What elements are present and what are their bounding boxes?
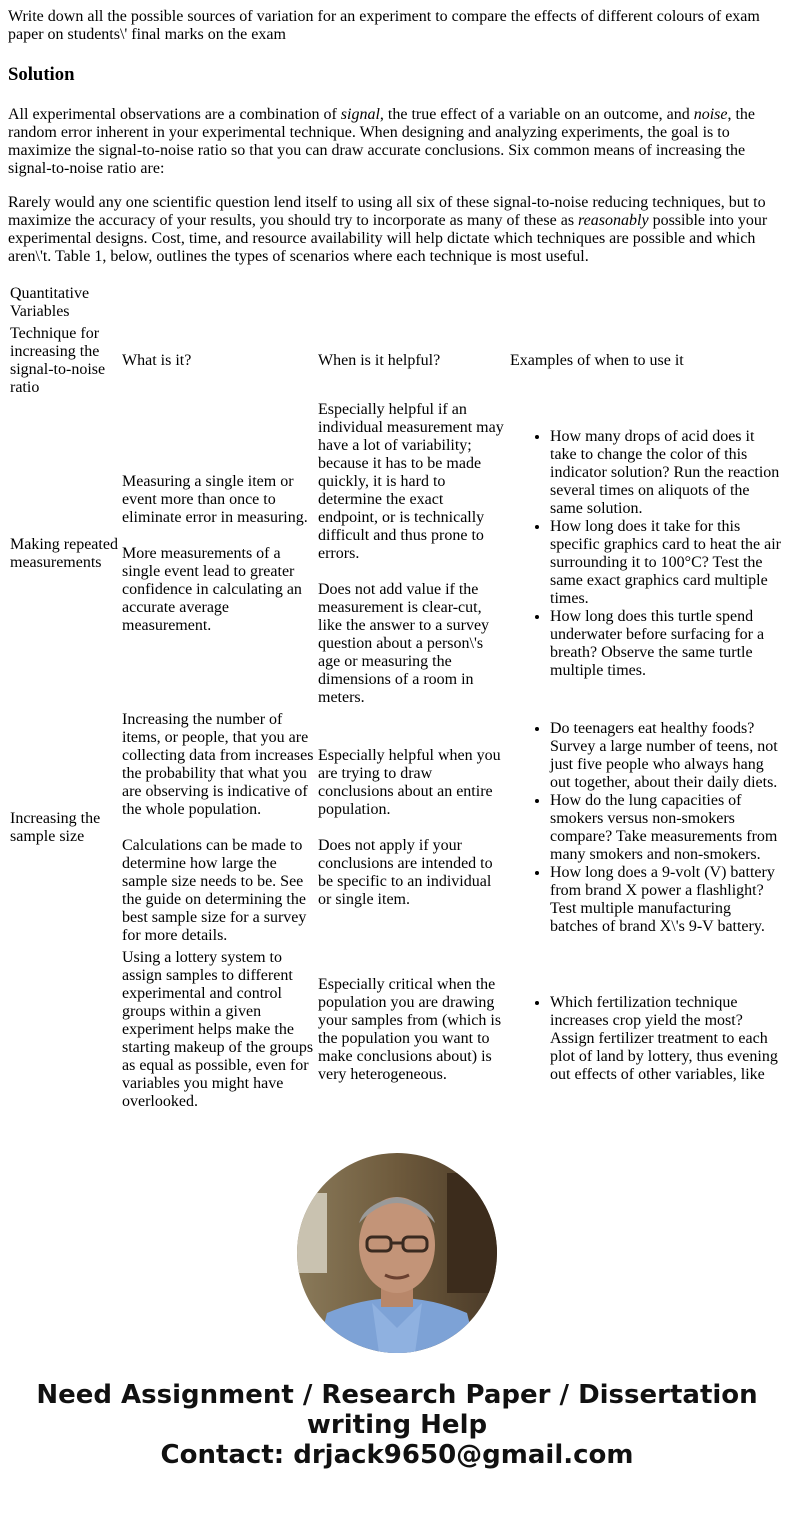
banner-line-1: Need Assignment / Research Paper / Dissertation <box>36 1380 758 1410</box>
avatar <box>297 1153 497 1353</box>
row-when: Especially critical when the population you are drawing your samples from (which is the population you want to make conclusions about) is very heterogeneous. <box>318 976 502 1083</box>
row-technique <box>9 948 119 1130</box>
intro-paragraph: All experimental observations are a combination of signal, the true effect of a variable on an outcome, and noise, the random error inherent in your experimental technique. When designing and analyzing experiments, the goal is to maximize the signal-to-noise ratio so that you can draw accurate conclusions. Six common means of increasing the signal-to-noise ratio are: <box>8 106 756 177</box>
table-row <box>9 948 783 1130</box>
header-when: When is it helpful? <box>318 352 441 369</box>
solution-heading: Solution <box>8 64 75 85</box>
table-viewport <box>8 282 786 1133</box>
row-what: Measuring a single item or event more than once to eliminate error in measuring. More measurements of a single event lead to greater confidence in calculating an accurate average measurement. <box>122 473 308 634</box>
row-when: Especially helpful if an individual measurement may have a lot of variability; because it has to be made quickly, it is hard to determine the exact endpoint, or is technically difficult and thus prone to errors. Does not add value if the measurement is clear-cut, like the answer to a survey question about a person\'s age or measuring the dimensions of a room in meters. <box>318 401 504 706</box>
techniques-paragraph: Rarely would any one scientific question lend itself to using all six of these signal-to-noise reducing techniques, but to maximize the accuracy of your results, you should try to incorporate as many of these as reasonably possible into your experimental designs. Cost, time, and resource availability will help dictate which techniques are possible and which aren\'t. Table 1, below, outlines the types of scenarios where each technique is most useful. <box>8 194 768 265</box>
example-item: • Which fertilization technique increases crop yield the most? Assign fertilizer treatment to each plot of land by lottery, thus evening out effects of other variables, like <box>550 994 782 1084</box>
row-examples <box>509 948 783 1130</box>
contact-banner <box>0 1380 794 1470</box>
row-what: Using a lottery system to assign samples to different experimental and control groups within a given experiment helps make the starting makeup of the groups as equal as possible, even for variables you might have overlooked. <box>122 949 314 1110</box>
example-item: • How many drops of acid does it take to change the color of this indicator solution? Run the reaction several times on aliquots of the same solution. <box>550 428 782 518</box>
header-what: What is it? <box>122 352 192 369</box>
signal-term: signal <box>340 106 380 123</box>
row-what: Increasing the number of items, or people, that you are collecting data from increases the probability that what you are observing is indicative of the whole population. Calculations can be made to determine how large the sample size needs to be. See the guide on determining the best sample size for a survey for more details. <box>122 711 314 944</box>
question-text: Write down all the possible sources of variation for an experiment to compare the effects of different colours of exam paper on students\' final marks on the exam <box>8 8 760 43</box>
portrait-photo <box>297 1153 497 1353</box>
table-row <box>9 400 783 708</box>
example-item: • How do the lung capacities of smokers versus non-smokers compare? Take measurements from many smokers and non-smokers. <box>550 792 782 864</box>
banner-line-2: writing Help <box>306 1410 488 1440</box>
header-technique: Technique for increasing the signal-to-noise ratio <box>10 325 106 396</box>
row-technique: Making repeated measurements <box>10 536 118 571</box>
banner-contact-email: Contact: drjack9650@gmail.com <box>160 1440 634 1470</box>
table-header-row <box>9 324 783 398</box>
reasonably-term: reasonably <box>578 212 649 229</box>
example-item: • How long does it take for this specific graphics card to heat the air surrounding it to 100°C? Test the same exact graphics card multiple times. <box>550 518 782 608</box>
row-when: Especially helpful when you are trying to draw conclusions about an entire population. Does not apply if your conclusions are intended to be specific to an individual or single item. <box>318 747 501 908</box>
example-item: • How long does this turtle spend underwater before surfacing for a breath? Observe the same turtle multiple times. <box>550 608 782 680</box>
example-item: • How long does a 9-volt (V) battery from brand X power a flashlight? Test multiple manufacturing batches of brand X\'s 9-V battery. <box>550 864 782 936</box>
table-caption: Quantitative Variables <box>10 285 90 320</box>
header-examples: Examples of when to use it <box>510 352 684 369</box>
example-item: • Do teenagers eat healthy foods? Survey a large number of teens, not just five people who always hang out together, about their daily diets. <box>550 720 782 792</box>
noise-term: noise <box>693 106 728 123</box>
row-technique: Increasing the sample size <box>10 810 101 845</box>
table-caption-row <box>9 284 783 322</box>
table-row <box>9 710 783 946</box>
row-examples <box>509 400 783 708</box>
techniques-table <box>8 282 785 1132</box>
row-examples <box>509 710 783 946</box>
